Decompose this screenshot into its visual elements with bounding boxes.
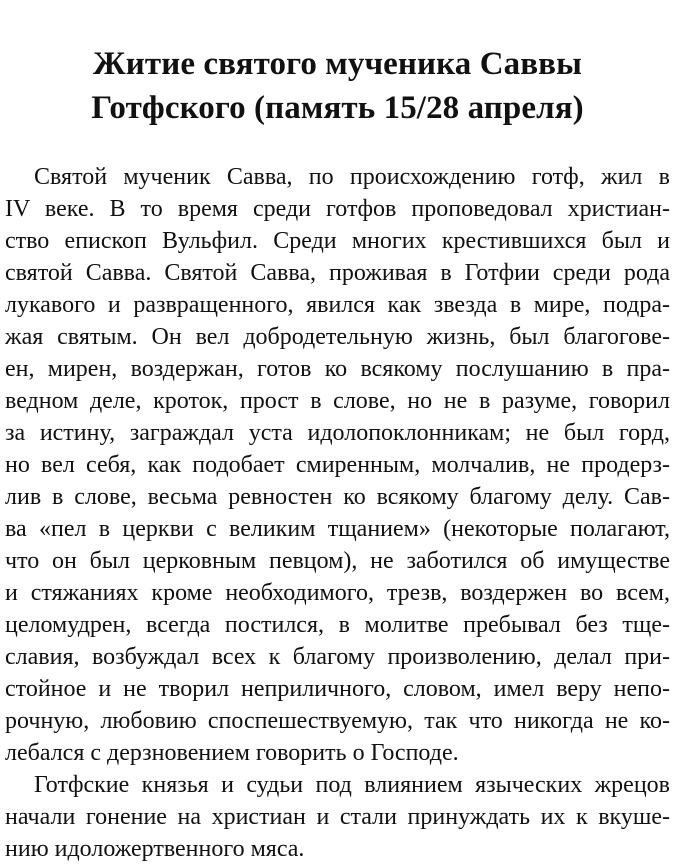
text-line: IV веке. В то время среди готфов проповедовал христиан- <box>5 196 670 222</box>
text-line: Готфские князья и судьи под влиянием языческих жрецов <box>34 772 670 798</box>
paragraph-2 <box>5 769 670 865</box>
title-line-2: Готфского (память 15/28 апреля) <box>91 90 584 126</box>
text-line: нию идоложертвенного мяса. <box>5 836 305 862</box>
text-line: что он был церковным певцом), не заботился об имуществе <box>5 548 670 574</box>
text-line: за истину, заграждал уста идолопоклонникам; не был горд, <box>5 420 670 446</box>
text-line: и стяжаниях кроме необходимого, трезв, воздержен во всем, <box>5 580 670 606</box>
page-title <box>5 0 670 130</box>
title-line-1: Житие святого мученика Саввы <box>93 46 582 82</box>
text-line: ен, мирен, воздержан, готов ко всякому послушанию в пра- <box>5 356 670 382</box>
text-line: лив в слове, весьма ревностен ко всякому благому делу. Сав- <box>5 484 670 510</box>
text-line: целомудрен, всегда постился, в молитве пребывал без тще- <box>5 612 670 638</box>
body-text <box>5 161 670 865</box>
paragraph-1 <box>5 161 670 769</box>
text-line: Святой мученик Савва, по происхождению готф, жил в <box>34 164 670 190</box>
text-line: ва «пел в церкви с великим тщанием» (некоторые полагают, <box>5 516 670 542</box>
text-line: но вел себя, как подобает смиренным, молчалив, не продерз- <box>5 452 670 478</box>
text-line: начали гонение на христиан и стали принуждать их к вкуше- <box>5 804 670 830</box>
text-line: рочную, любовию споспешествуемую, так что никогда не ко- <box>5 708 670 734</box>
text-line: ведном деле, кроток, прост в слове, но не в разуме, говорил <box>5 388 670 414</box>
text-line: лукавого и развращенного, явился как звезда в мире, подра- <box>5 292 670 318</box>
text-line: лебался с дерзновением говорить о Господе. <box>5 740 459 766</box>
text-line: стойное и не творил неприличного, словом, имел веру непо- <box>5 676 670 702</box>
text-line: славия, возбуждал всех к благому произволению, делал при- <box>5 644 670 670</box>
text-line: святой Савва. Святой Савва, проживая в Готфии среди рода <box>5 260 670 286</box>
text-line: ство епископ Вульфил. Среди многих крестившихся был и <box>5 228 670 254</box>
text-line: жая святым. Он вел добродетельную жизнь, был благогове- <box>5 324 670 350</box>
